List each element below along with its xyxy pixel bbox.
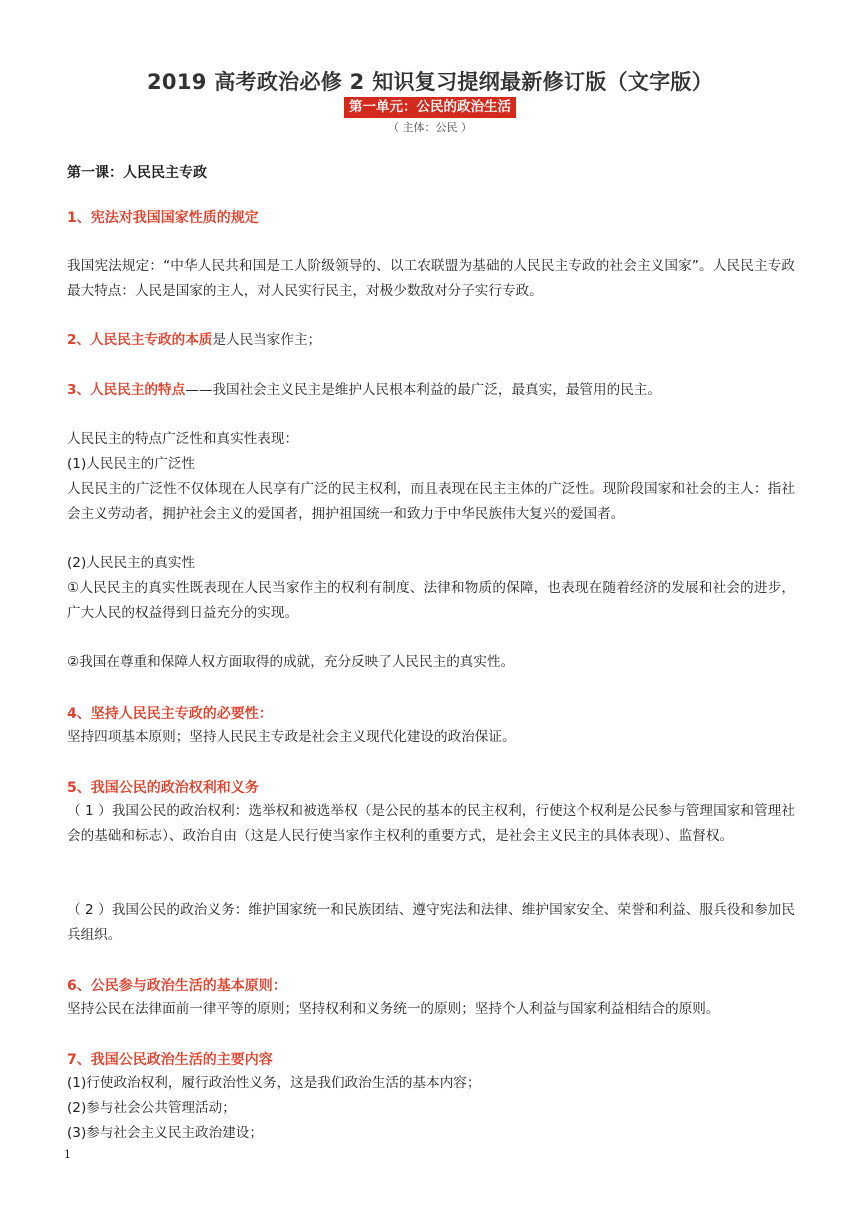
document-title: 2019 高考政治必修 2 知识复习提纲最新修订版（文字版）	[147, 70, 713, 94]
lesson-title: 第一课：人民民主专政	[67, 165, 207, 181]
section-7-heading: 7、我国公民政治生活的主要内容	[67, 1052, 273, 1068]
section-3-intro: 人民民主的特点广泛性和真实性表现：	[67, 431, 299, 447]
section-5-p2: （ 2 ）我国公民的政治义务：维护国家统一和民族团结、遵守宪法和法律、维护国家安全、荣誉和利益、服兵役和参加民兵组织。	[67, 902, 795, 943]
section-7-item: (3)参与社会主义民主政治建设；	[67, 1125, 263, 1141]
unit-label-wrap	[0, 96, 860, 118]
section-4-heading: 4、坚持人民民主专政的必要性：	[67, 706, 273, 722]
section-4-body: 坚持四项基本原则；坚持人民民主专政是社会主义现代化建设的政治保证。	[67, 729, 516, 745]
section-6-heading: 6、公民参与政治生活的基本原则：	[67, 978, 287, 994]
section-3-sub2-b: ②我国在尊重和保障人权方面取得的成就，充分反映了人民民主的真实性。	[67, 654, 515, 670]
unit-label: 第一单元：公民的政治生活	[344, 97, 516, 118]
section-3-sub2-title: (2)人民民主的真实性	[67, 555, 196, 571]
section-1-body: 我国宪法规定：“中华人民共和国是工人阶级领导的、以工农联盟为基础的人民民主专政的社会主义国家”。人民民主专政最大特点：人民是国家的主人，对人民实行民主，对极少数敌对分子实行专政。	[67, 258, 795, 299]
section-5-p1: （ 1 ）我国公民的政治权利：选举权和被选举权（是公民的基本的民主权利，行使这个权利是公民参与管理国家和管理社会的基础和标志）、政治自由（这是人民行使当家作主权利的重要方式，是社会主义民主的具体表现）、监督权。	[67, 803, 795, 844]
section-1-heading: 1、宪法对我国国家性质的规定	[67, 210, 259, 226]
section-7-item: (2)参与社会公共管理活动；	[67, 1100, 236, 1116]
section-3-text: ——我国社会主义民主是维护人民根本利益的最广泛，最真实，最管用的民主。	[185, 382, 661, 398]
page-number: 1	[64, 1148, 71, 1161]
section-7-item: (1)行使政治权利，履行政治性义务，这是我们政治生活的基本内容；	[67, 1075, 481, 1091]
section-3-heading: 3、人民民主的特点	[67, 382, 186, 398]
section-3-sub1-body: 人民民主的广泛性不仅体现在人民享有广泛的民主权利，而且表现在民主主体的广泛性。现阶段国家和社会的主人：指社会主义劳动者，拥护社会主义的爱国者，拥护祖国统一和致力于中华民族伟大复兴的爱国者。	[67, 481, 795, 522]
section-3	[67, 378, 795, 403]
subject-note: （ 主体：公民 ）	[388, 121, 472, 134]
section-6-body: 坚持公民在法律面前一律平等的原则；坚持权利和义务统一的原则；坚持个人利益与国家利益相结合的原则。	[67, 1001, 720, 1017]
section-2	[67, 328, 795, 353]
section-2-heading: 2、人民民主专政的本质	[67, 332, 213, 348]
section-3-sub1-title: (1)人民民主的广泛性	[67, 456, 196, 472]
section-2-text: 是人民当家作主；	[212, 332, 322, 348]
section-3-sub2-a: ①人民民主的真实性既表现在人民当家作主的权利有制度、法律和物质的保障，也表现在随着经济的发展和社会的进步，广大人民的权益得到日益充分的实现。	[67, 580, 795, 621]
section-5-heading: 5、我国公民的政治权利和义务	[67, 780, 259, 796]
